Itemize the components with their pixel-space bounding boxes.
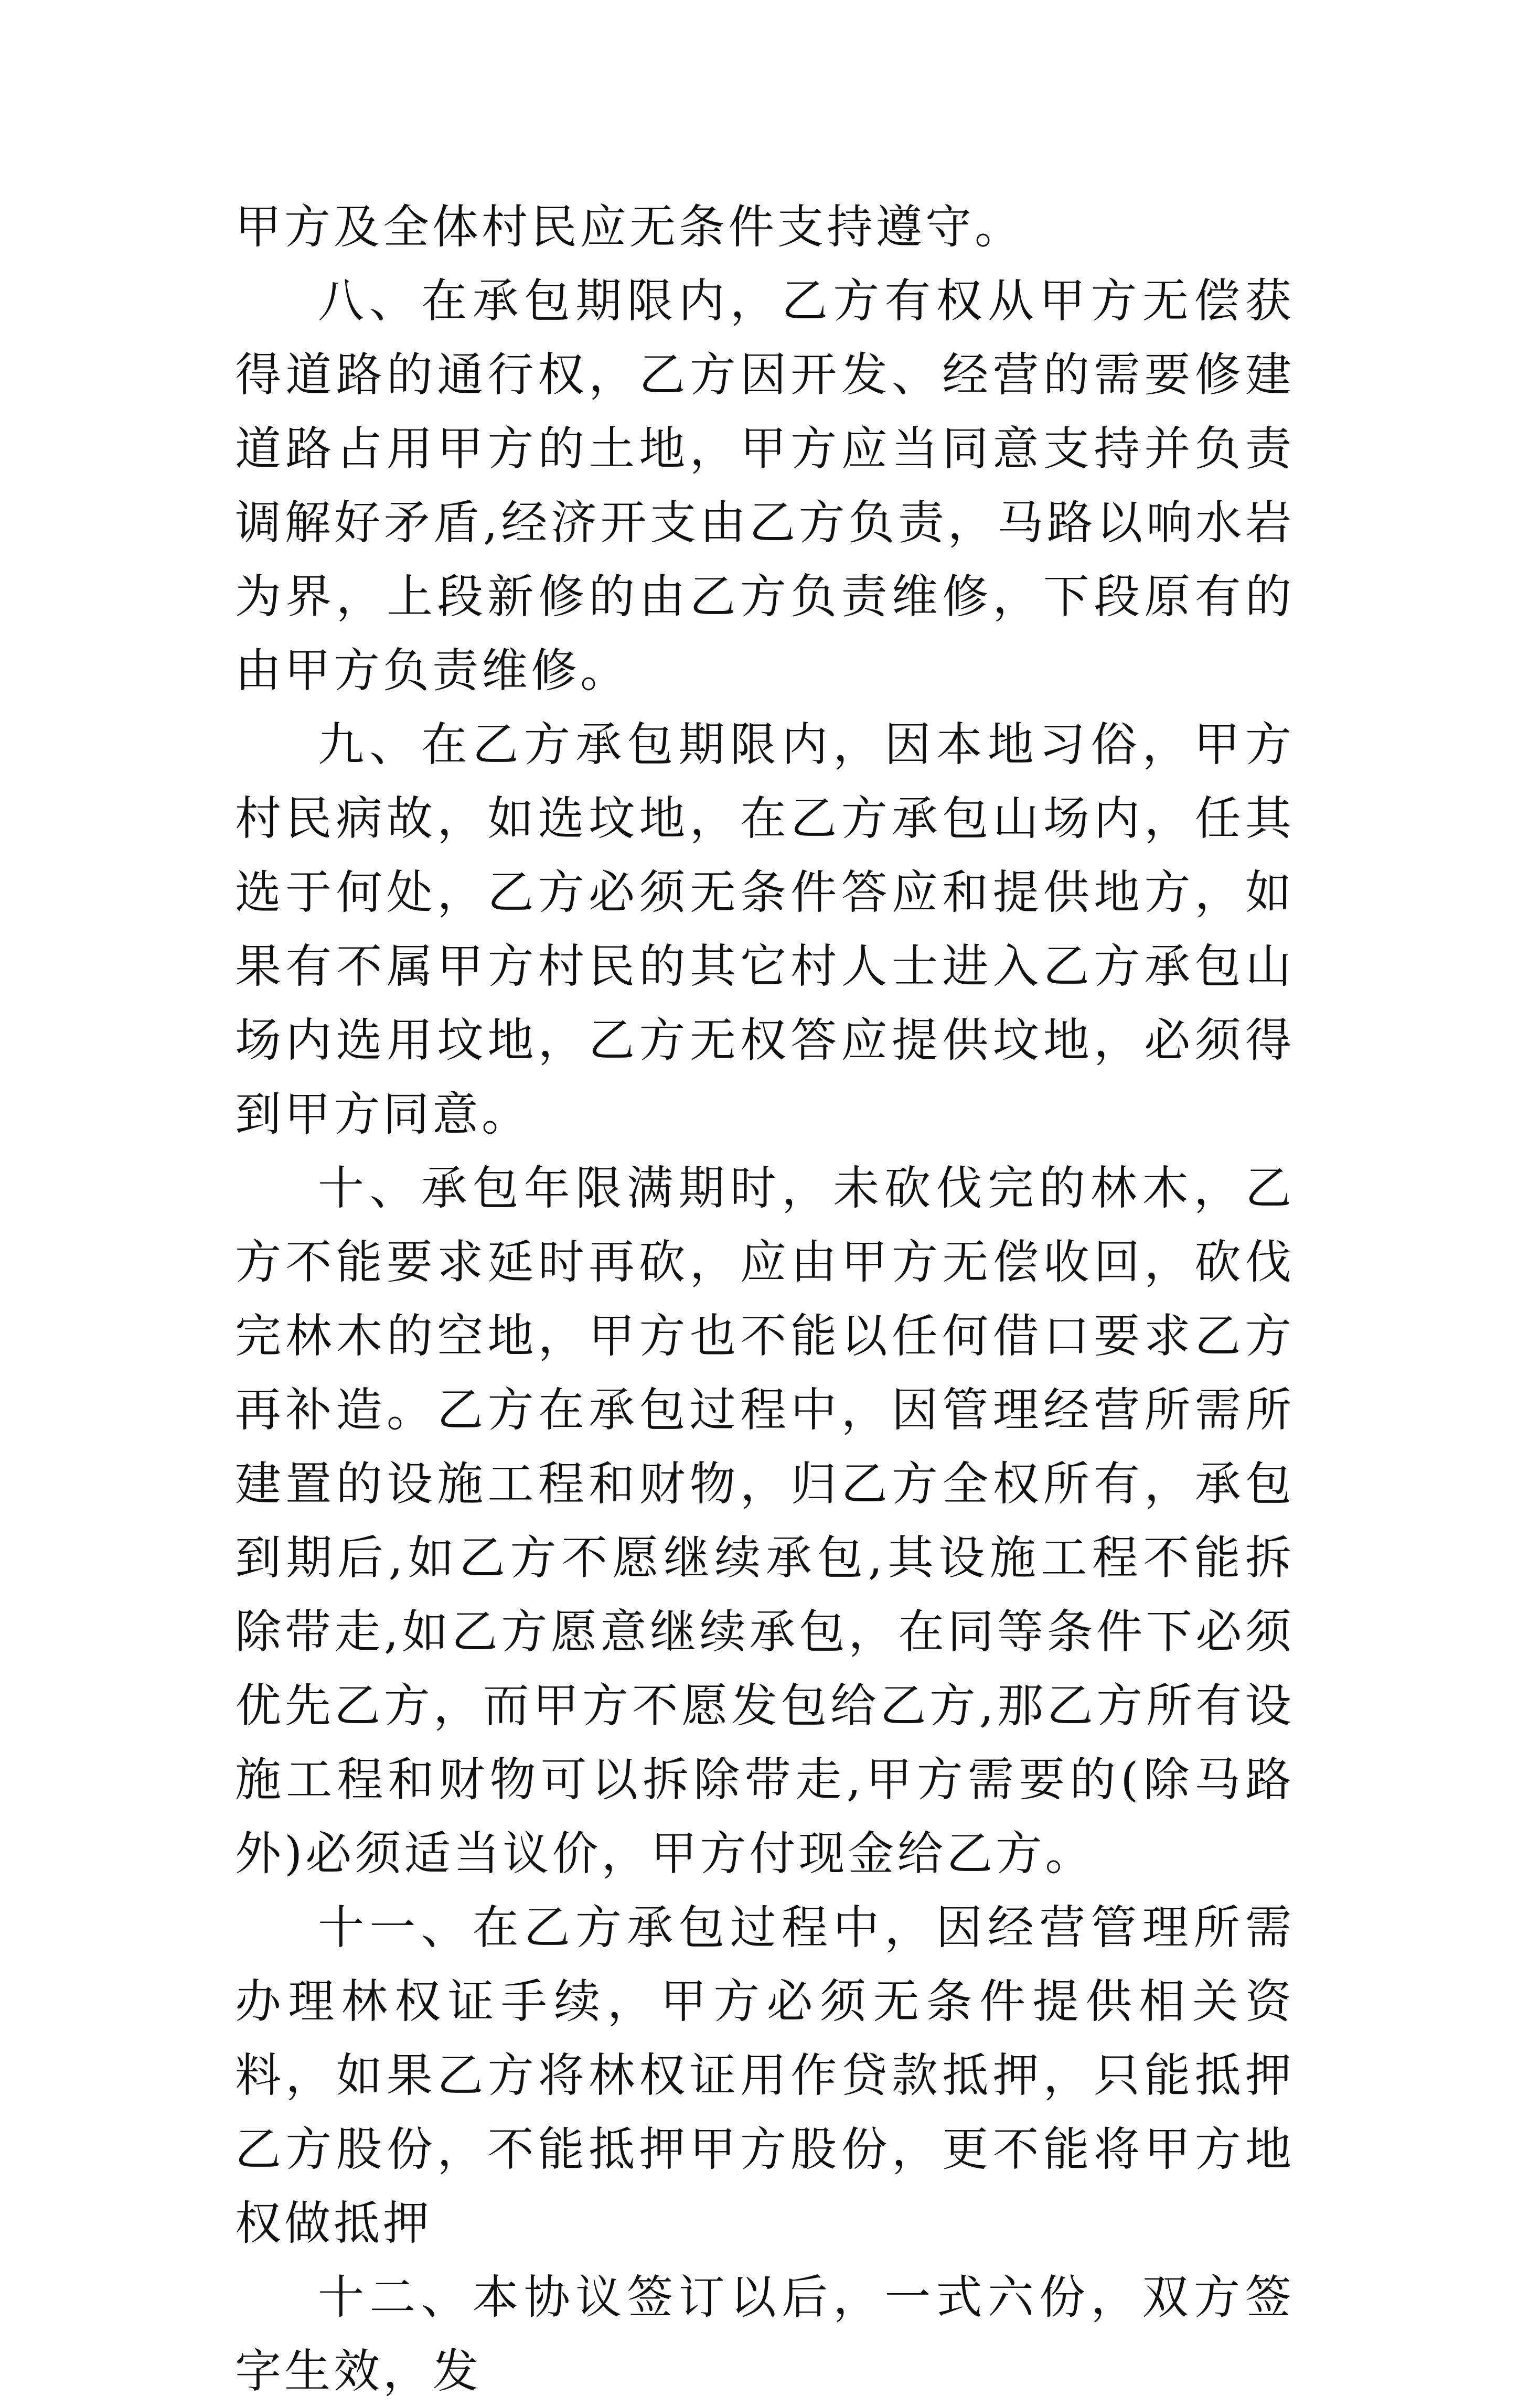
paragraph-continuation: 甲方及全体村民应无条件支持遵守。 [235, 200, 1024, 254]
clause-11-paragraph: 十一、在乙方承包过程中，因经营管理所需办理林权证手续，甲方必须无条件提供相关资料，如果乙方将林权证用作贷款抵押，只能抵押乙方股份，不能抵押甲方股份，更不能将甲方地权做抵押 [235, 1900, 1295, 2250]
clause-12-paragraph: 十二、本协议签订以后，一式六份，双方签字生效，发 [235, 2270, 1295, 2398]
clause-9-paragraph: 九、在乙方承包期限内，因本地习俗，甲方村民病故，如选坟地，在乙方承包山场内，任其选于何处，乙方必须无条件答应和提供地方，如果有不属甲方村民的其它村人士进入乙方承包山场内选用坟地，乙方无权答应提供坟地，必须得到甲方同意。 [235, 717, 1295, 1141]
clause-10-paragraph: 十、承包年限满期时，未砍伐完的林木，乙方不能要求延时再砍，应由甲方无偿收回，砍伐完林木的空地，甲方也不能以任何借口要求乙方再补造。乙方在承包过程中，因管理经营所需所建置的设施工程和财物，归乙方全权所有，承包到期后,如乙方不愿继续承包,其设施工程不能拆除带走,如乙方愿意继续承包，在同等条件下必须优先乙方，而甲方不愿发包给乙方,那乙方所有设施工程和财物可以拆除带走,甲方需要的(除马路外)必须适当议价，甲方付现金给乙方。 [235, 1161, 1295, 1880]
clause-8-paragraph: 八、在承包期限内，乙方有权从甲方无偿获得道路的通行权，乙方因开发、经营的需要修建道路占用甲方的土地，甲方应当同意支持并负责调解好矛盾,经济开支由乙方负责，马路以响水岩为界，上段新修的由乙方负责维修，下段原有的由甲方负责维修。 [235, 274, 1295, 697]
document-body [235, 190, 1295, 2408]
